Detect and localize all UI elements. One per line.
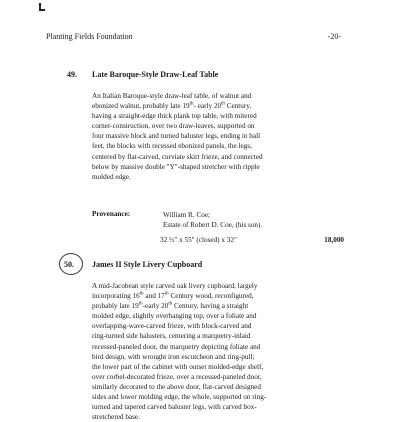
provenance-line: William R. Coe; [163,211,211,219]
header-foundation-name: Planting Fields Foundation [46,32,133,41]
description-line: similarly decorated to the above door, flat-carved designed [92,382,261,391]
corner-crop-mark [39,3,41,11]
description-line: ebonized walnut, probably late 19th- early 20th Century, [92,101,252,111]
lot-number: 50. [64,260,74,269]
description-line: sides and lower molding edge, the whole, supported on ring- [92,393,267,402]
lot-price: 18,000 [324,236,344,244]
description-line: below by massive double "Y"-shaped stretcher with ripple [92,162,260,171]
description-line: turned and tapered carved baluster legs, with carved box- [92,403,257,412]
lot-title: James II Style Livery Cupboard [92,260,203,269]
description-line: incorporating 16th and 17th Century wood, reconfigured, [92,291,254,301]
lot-number: 49. [67,70,77,79]
description-line: molded edge, slightly overhanging top, over a foliate and [92,312,257,321]
provenance-label: Provenance: [92,210,131,218]
description-line: recessed-paneled door, the marquetry depicting foliate and [92,342,261,351]
description-line: bird design, with wrought iron escutcheon and ring-pull; [92,352,255,361]
description-line: corner-construction, over two draw-leaves, supported on [92,122,255,131]
lot-dimensions: 32 ½" x 55" (closed) x 32" [160,236,237,244]
description-line: stretchered base. [92,413,140,422]
description-line: centered by flat-carved, curviate skirt frieze, and connected [92,152,263,161]
description-line: over corbel-decorated frieze, over a recessed-paneled door, [92,372,262,381]
provenance-line: Estate of Robert D. Coe, (his son). [163,221,263,230]
provenance-entries [163,210,262,230]
description-line: ring-turned side balusters, centering a marquetry-inlaid [92,332,251,341]
description-line: A mid-Jacobean style carved oak livery cupboard, largely [92,282,258,290]
lot-description [92,281,322,422]
description-line: An Italian Baroque-style draw-leaf table, of walnut and [92,92,252,100]
lot-description [92,91,322,182]
description-line: four massive block and turned baluster legs, ending in ball [92,132,261,141]
page-number: -20- [327,32,341,41]
description-line: overlapping-wave-carved frieze, with block-carved and [92,322,252,331]
lot-title: Late Baroque-Style Draw-Leaf Table [92,70,219,79]
description-line: molded edge. [92,172,131,181]
description-line: feet, the blocks with recessed ebonized panels, the legs, [92,142,252,151]
description-line: probably late 19th-early 20th Century, having a straight [92,301,249,311]
description-line: having a straight-edge thick plank top table, with mitered [92,112,257,121]
description-line: the lower part of the cabinet with outset molded-edge shelf, [92,362,264,371]
